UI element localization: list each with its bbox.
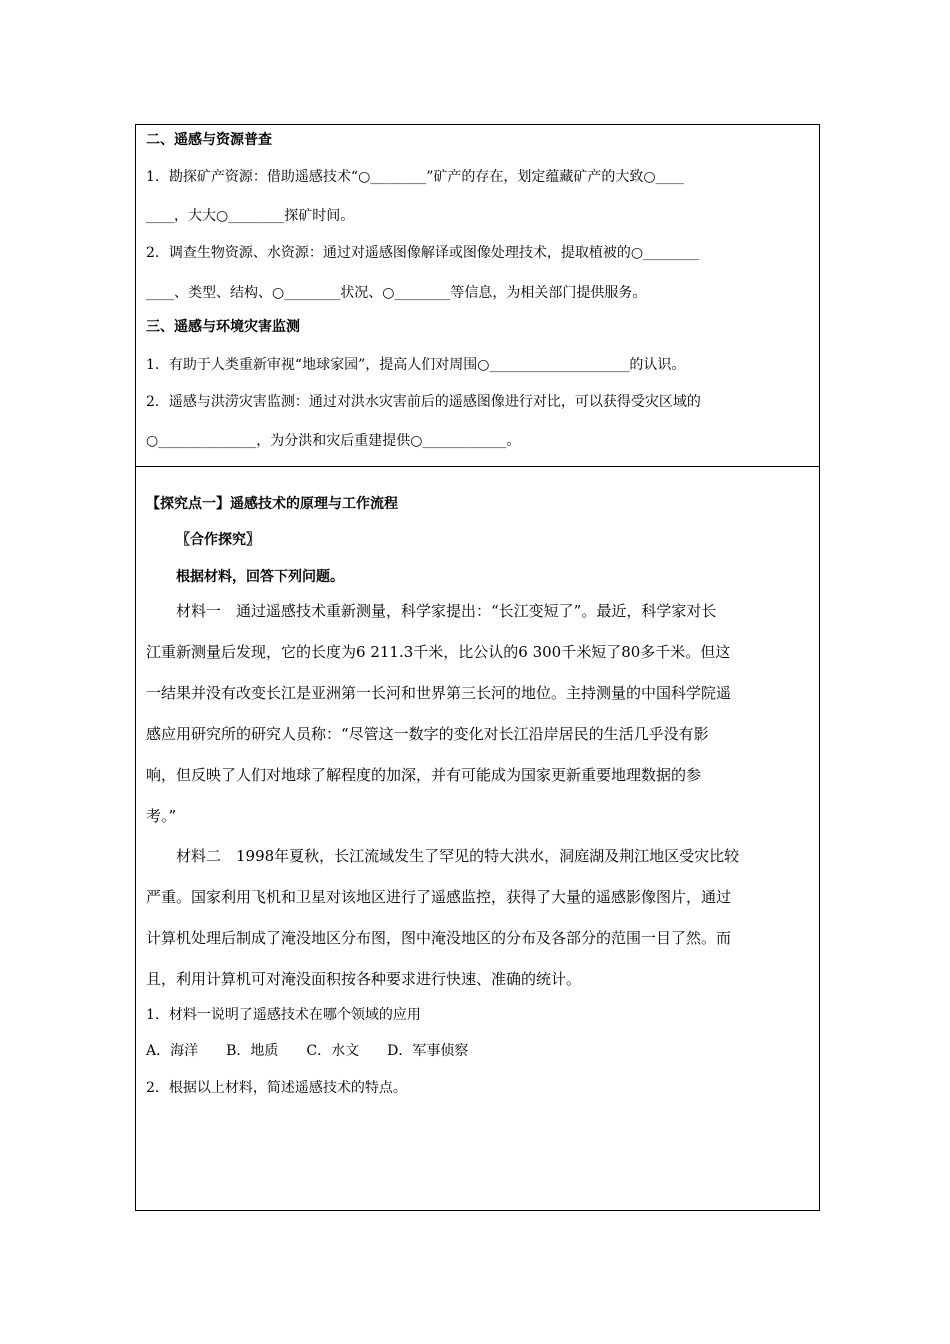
- item-mineral-line1: 1．勘探矿产资源：借助遥感技术“○________”矿产的存在，划定蕴藏矿产的大致○____: [146, 169, 684, 185]
- material1-line5: 响，但反映了人们对地球了解程度的加深，并有可能成为国家更新重要地理数据的参: [146, 766, 702, 784]
- question-1-options: A．海洋 B．地质 C．水文 D．军事侦察: [146, 1043, 469, 1059]
- question-1: 1．材料一说明了遥感技术在哪个领域的应用: [146, 1007, 421, 1023]
- resource-survey-section: [135, 124, 820, 467]
- material1-line4: 感应用研究所的研究人员称：“尽管这一数字的变化对长江沿岸居民的生活几乎没有影: [146, 725, 709, 743]
- section-heading-resource-survey: 二、遥感与资源普查: [146, 132, 272, 148]
- cooperative-inquiry-label: 〖合作探究〗: [176, 532, 260, 548]
- item-bio-line1: 2．调查生物资源、水资源：通过对遥感图像解译或图像处理技术，提取植被的○________: [146, 245, 700, 261]
- material2-line2: 严重。国家利用飞机和卫星对该地区进行了遥感监控，获得了大量的遥感影像图片，通过: [146, 888, 732, 906]
- question-2: 2．根据以上材料，简述遥感技术的特点。: [146, 1080, 407, 1096]
- section-heading-disaster-monitoring: 三、遥感与环境灾害监测: [146, 319, 300, 335]
- item-flood-line2: ○______________，为分洪和灾后重建提供○____________。: [146, 433, 521, 449]
- material1-line2: 江重新测量后发现，它的长度为6 211.3千米，比公认的6 300千米短了80多千米。但这: [146, 643, 731, 661]
- material2-line3: 计算机处理后制成了淹没地区分布图，图中淹没地区的分布及各部分的范围一目了然。而: [146, 929, 732, 947]
- item-flood-line1: 2．遥感与洪涝灾害监测：通过对洪水灾害前后的遥感图像进行对比，可以获得受灾区域的: [146, 394, 701, 410]
- item-earth-home: 1．有助于人类重新审视“地球家园”，提高人们对周围○____________________的认识。: [146, 357, 686, 373]
- material1-line6: 考。”: [146, 807, 177, 825]
- inquiry-title: 【探究点一】遥感技术的原理与工作流程: [146, 496, 398, 512]
- item-mineral-line2: ____，大大○________探矿时间。: [146, 208, 355, 224]
- material1-line3: 一结果并没有改变长江是亚洲第一长河和世界第三长河的地位。主持测量的中国科学院遥: [146, 684, 732, 702]
- question-prompt: 根据材料，回答下列问题。: [176, 569, 344, 585]
- material2-line1: 材料二 1998年夏秋，长江流域发生了罕见的特大洪水，洞庭湖及荆江地区受灾比较: [176, 847, 740, 865]
- inquiry-section: [135, 466, 820, 1211]
- material1-line1: 材料一 通过遥感技术重新测量，科学家提出：“长江变短了”。最近，科学家对长: [176, 602, 717, 620]
- item-bio-line2: ____、类型、结构、○________状况、○________等信息，为相关部门提供服务。: [146, 285, 647, 301]
- material2-line4: 且，利用计算机可对淹没面积按各种要求进行快速、准确的统计。: [146, 970, 582, 988]
